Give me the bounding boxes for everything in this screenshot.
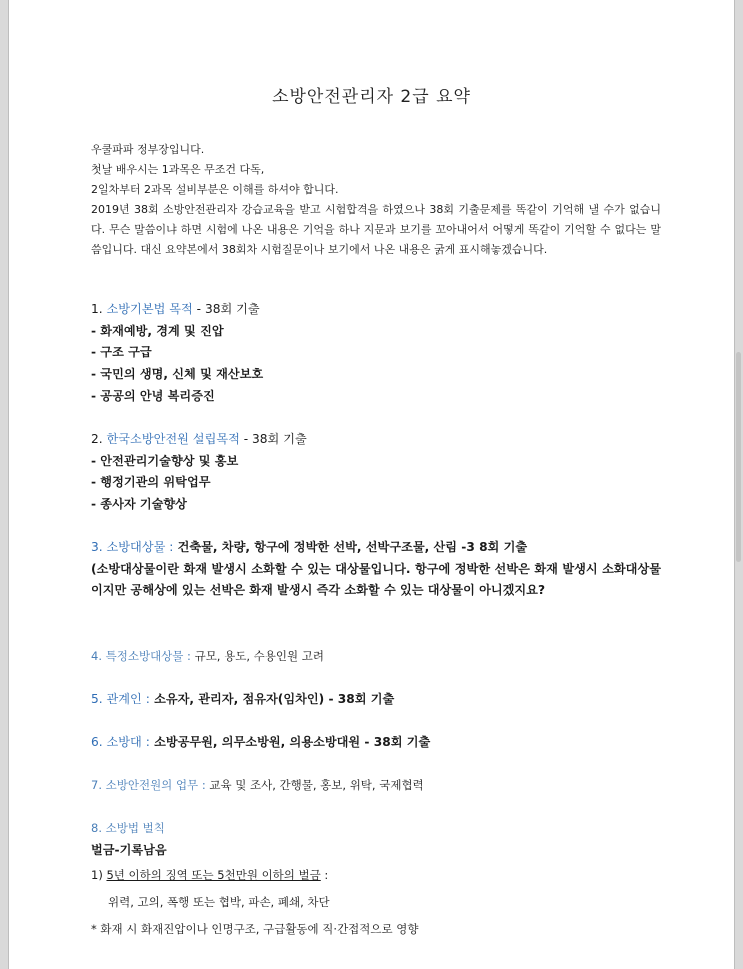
section-heading [91,537,661,559]
penalty-detail: 위력, 고의, 폭행 또는 협박, 파손, 폐쇄, 차단 [108,895,330,910]
section-number: 3. [91,540,107,554]
section-number: 5. [91,692,107,706]
scrollbar-thumb[interactable] [736,352,741,562]
list-item: - 행정기관의 위탁업무 [91,475,211,490]
section-text: 교육 및 조사, 간행물, 홍보, 위탁, 국제협력 [205,778,424,792]
section-heading [91,818,661,840]
section-heading [91,646,661,668]
section-heading [91,775,661,797]
section-6 [91,732,661,754]
section-heading [91,732,661,754]
section-title: 소방안전원의 업무 : [105,778,206,792]
section-heading [91,689,661,711]
list-item: - 화재예방, 경계 및 진압 [91,323,224,338]
section-suffix: - 38회 기출 [192,302,260,316]
intro-line: 우쿨파파 정부장입니다. [91,143,205,156]
section-title: 한국소방안전원 설립목적 [106,432,240,446]
list-item: - 국민의 생명, 신체 및 재산보호 [91,367,264,382]
penalty-item [91,865,661,887]
section-note: (소방대상물이란 화재 발생시 소화할 수 있는 대상물입니다. 항구에 정박한 선박은 화재 발생시 소화대상물이지만 공해상에 있는 선박은 화재 발생시 즉각 소화할 수 있는 대상물이 아니겠지요? [91,561,661,598]
section-text: 규모, 용도, 수용인원 고려 [190,649,324,663]
section-number: 4. [91,649,106,663]
list-item: - 안전관리기술향상 및 홍보 [91,453,239,468]
section-2 [91,429,661,516]
section-title: 소방법 벌칙 [105,821,165,835]
intro-section [91,140,661,260]
section-number: 6. [91,735,107,749]
section-heading [91,429,661,451]
section-number: 2. [91,432,107,446]
intro-line: 2일차부터 2과목 설비부분은 이해를 하셔야 합니다. [91,183,339,196]
penalty-number: 1) [91,868,107,883]
penalty-colon: : [320,868,329,883]
section-3 [91,537,661,602]
section-1 [91,299,661,408]
section-number: 1. [91,302,107,316]
section-number: 7. [91,778,106,792]
section-5 [91,689,661,711]
section-8 [91,818,661,941]
section-note: * 화재 시 화재진압이나 인명구조, 구급활동에 직·간접적으로 영향 [91,921,419,936]
document-page [8,0,735,969]
section-subheading: 벌금-기록남음 [91,842,167,857]
section-text: 소방공무원, 의무소방원, 의용소방대원 - 38회 기출 [149,735,431,749]
section-title: 소방대상물 : [106,540,174,554]
list-item: - 종사자 기술향상 [91,497,187,512]
penalty-title: 5년 이하의 징역 또는 5천만원 이하의 벌금 [106,868,321,883]
section-title: 소방기본법 목적 [106,302,193,316]
section-text: 소유자, 관리자, 점유자(임차인) - 38회 기출 [149,692,395,706]
section-text: 건축물, 차량, 항구에 정박한 선박, 선박구조물, 산림 -3 8회 기출 [173,540,528,554]
section-suffix: - 38회 기출 [239,432,307,446]
intro-paragraph: 2019년 38회 소방안전관리자 강습교육을 받고 시험합격을 하였으나 38회 기출문제를 똑같이 기억해 낼 수가 없습니다. 무슨 말씀이냐 하면 시험에 나온 내용은 기억을 하나 지문과 보기를 꼬아내어서 어떻게 똑같이 기억할 수 없다는 말씀입니다. 대신 요약본에서 38회차 시험질문이나 보기에서 나온 내용은 굵게 표시해놓겠습니다. [91,203,661,256]
section-heading [91,299,661,321]
list-item: - 공공의 안녕 복리증진 [91,388,215,403]
intro-line: 첫날 배우시는 1과목은 무조건 다독, [91,163,265,176]
section-7 [91,775,661,797]
section-title: 관계인 : [106,692,150,706]
section-title: 소방대 : [106,735,150,749]
section-title: 특정소방대상물 : [105,649,191,663]
page-title: 소방안전관리자 2급 요약 [272,87,471,107]
section-4 [91,646,661,668]
list-item: - 구조 구급 [91,345,152,360]
section-number: 8. [91,821,106,835]
